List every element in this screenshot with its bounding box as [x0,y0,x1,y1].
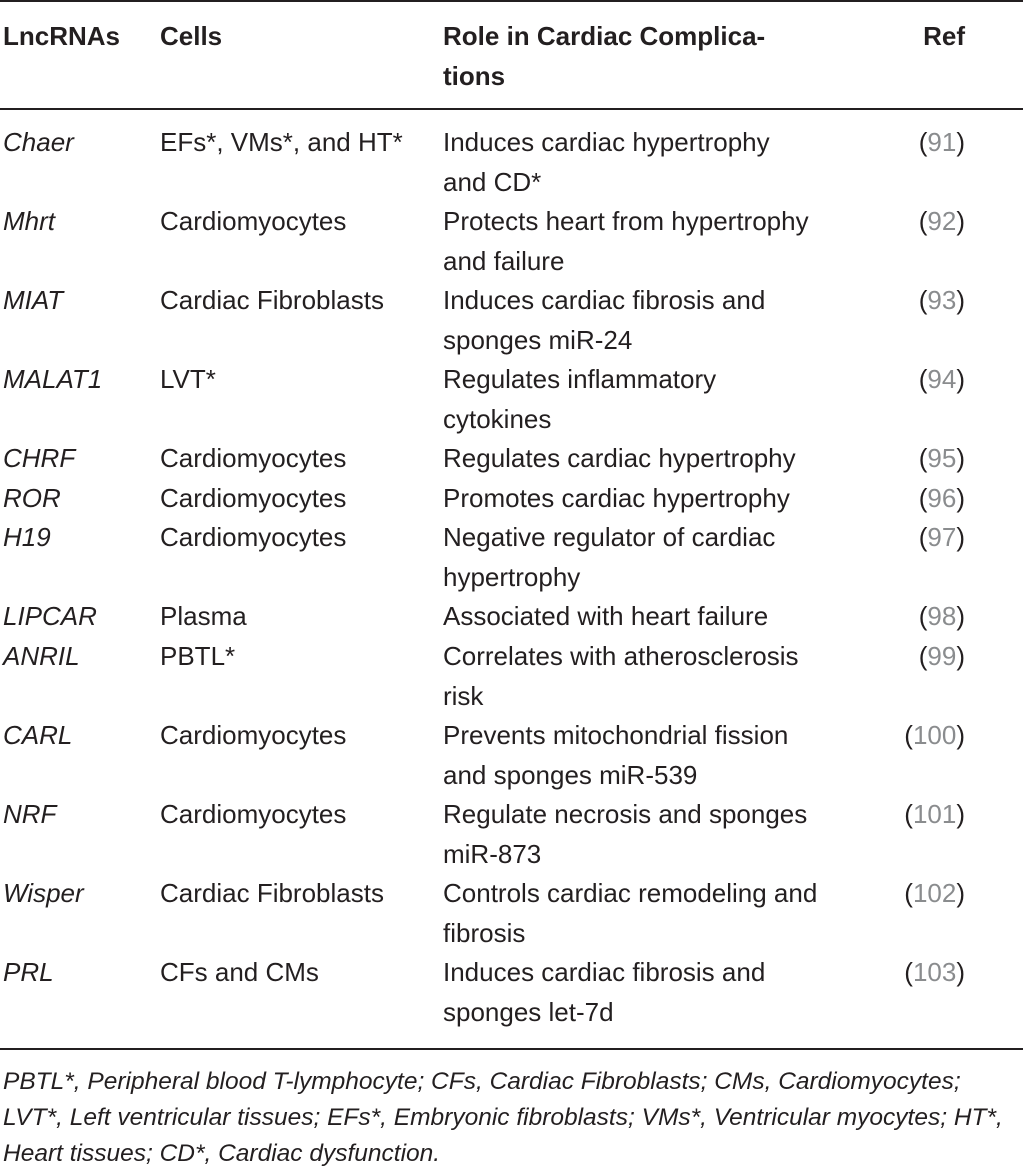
cell-ref: (98) [918,601,965,631]
cell-lncrna: H19 [3,522,51,552]
cell-lncrna: MIAT [3,285,64,315]
cell-cells: Cardiomyocytes [160,522,347,552]
cell-ref: (94) [918,364,965,394]
table-row [0,438,1023,478]
cell-lncrna: ANRIL [3,640,80,671]
cell-role: Promotes cardiac hypertrophy [443,482,790,513]
cell-cells: Cardiomyocytes [160,798,347,829]
header-role: Role in Cardiac Complica- tions [443,21,766,91]
table-row [0,122,1023,201]
cell-cells: LVT* [160,364,216,394]
cell-ref: (96) [918,482,965,513]
cell-ref: (97) [918,522,965,552]
table-row [0,636,1023,715]
table-row [0,873,1023,952]
cell-lncrna: PRL [3,956,54,987]
table-row [0,359,1023,438]
table-footnote: PBTL*, Peripheral blood T-lymphocyte; CFs, Cardiac Fibroblasts; CMs, Cardiomyocytes; LVT*, Left ventricular tissues; EFs*, Embryonic fibroblasts; VMs*, Ventricular myocytes; HT*, Heart tissues; CD*, Cardiac dysfunction. [3,1068,1003,1167]
cell-role: Controls cardiac remodeling and fibrosis [443,877,818,948]
ref-link[interactable]: 95 [927,443,957,473]
header-lncrnas: LncRNAs [3,21,121,51]
cell-cells: PBTL* [160,640,236,671]
ref-link[interactable]: 94 [927,364,957,394]
top-rule [0,0,1023,2]
header-cells: Cells [160,21,223,51]
table-row [0,201,1023,280]
cell-cells: Plasma [160,601,247,631]
bottom-rule [0,1048,1023,1050]
ref-link[interactable]: 91 [927,127,957,157]
cell-role: Regulates inflammatory cytokines [443,364,717,434]
cell-cells: Cardiac Fibroblasts [160,877,384,908]
cell-role: Associated with heart failure [443,601,769,631]
cell-role: Negative regulator of cardiac hypertrophy [443,522,776,592]
ref-link[interactable]: 92 [927,206,957,236]
table-row [0,596,1023,636]
ref-link[interactable]: 98 [927,601,957,631]
cell-ref: (93) [918,285,965,315]
cell-role: Induces cardiac hypertrophy and CD* [443,127,770,197]
ref-link[interactable]: 102 [912,877,957,908]
cell-lncrna: CARL [3,719,73,750]
ref-link[interactable]: 100 [912,719,957,750]
cell-ref: (91) [918,127,965,157]
cell-lncrna: LIPCAR [3,601,97,631]
cell-ref: (95) [918,443,965,473]
ref-link[interactable]: 93 [927,285,957,315]
cell-ref: (99) [918,640,965,671]
cell-lncrna: Wisper [3,877,84,908]
cell-lncrna: NRF [3,798,57,829]
cell-lncrna: Chaer [3,127,74,157]
cell-ref: (101) [904,798,965,829]
cell-role: Protects heart from hypertrophy and failure [443,206,809,276]
ref-link[interactable]: 101 [912,798,957,829]
cell-ref: (102) [904,877,965,908]
cell-cells: Cardiomyocytes [160,482,347,513]
cell-role: Induces cardiac fibrosis and sponges let-7d [443,956,766,1027]
table-row [0,952,1023,1031]
cell-cells: Cardiomyocytes [160,206,347,236]
cell-role: Correlates with atherosclerosis risk [443,640,799,711]
cell-ref: (92) [918,206,965,236]
ref-link[interactable]: 97 [927,522,957,552]
table-row [0,715,1023,794]
ref-link[interactable]: 99 [927,640,957,671]
ref-link[interactable]: 96 [927,482,957,513]
ref-link[interactable]: 103 [912,956,957,987]
header-rule [0,108,1023,110]
cell-role: Induces cardiac fibrosis and sponges miR-24 [443,285,766,355]
cell-cells: Cardiac Fibroblasts [160,285,384,315]
cell-lncrna: CHRF [3,443,76,473]
cell-cells: CFs and CMs [160,956,319,987]
cell-cells: Cardiomyocytes [160,719,347,750]
header-ref: Ref [923,21,965,51]
cell-ref: (103) [904,956,965,987]
cell-cells: EFs*, VMs*, and HT* [160,127,403,157]
table-row [0,794,1023,873]
cell-role: Regulate necrosis and sponges miR-873 [443,798,808,869]
cell-role: Regulates cardiac hypertrophy [443,443,796,473]
table-row [0,517,1023,596]
cell-lncrna: Mhrt [3,206,55,236]
table-row [0,280,1023,359]
cell-cells: Cardiomyocytes [160,443,347,473]
cell-role: Prevents mitochondrial fission and sponges miR-539 [443,719,789,790]
cell-ref: (100) [904,719,965,750]
cell-lncrna: ROR [3,482,61,513]
table-row [0,478,1023,518]
cell-lncrna: MALAT1 [3,364,103,394]
